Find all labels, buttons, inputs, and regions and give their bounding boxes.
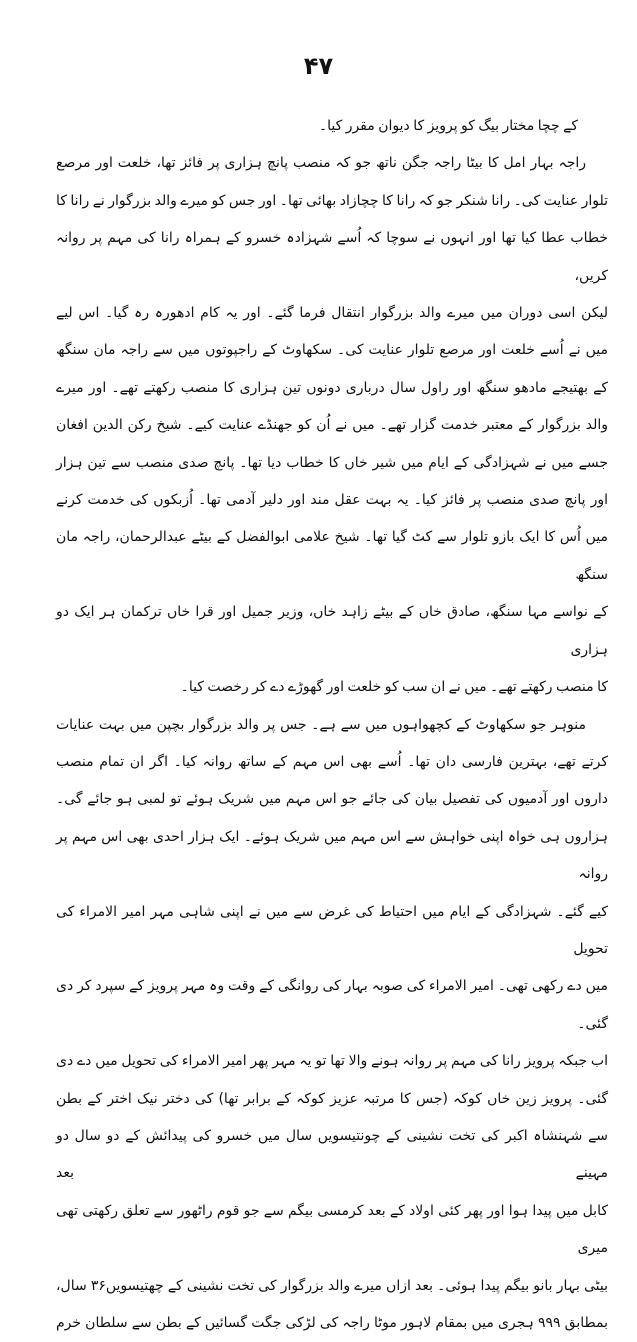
text-line: خطاب عطا کیا تھا اور انہوں نے سوچا کہ اُسے شہزادہ خسرو کے ہمراہ رانا کی مہم پر روانہ کریں، — [56, 230, 608, 284]
text-line: سے شہنشاہ اکبر کی تخت نشینی کے چونتیسویں سال میں خسرو کی پیدائش کے دو سال دو مہینے بعد — [56, 1127, 608, 1182]
text-line: ہزاروں ہی خواہ اپنی خواہش سے اس مہم میں شریک ہوئے۔ ایک ہزار احدی بھی اس مہم پر روانہ — [56, 828, 608, 883]
text-line: کرتے تھے، بہترین فارسی دان تھا۔ اُسے بھی اس مہم کے ساتھ روانہ کیا۔ اگر ان تمام منصب — [56, 753, 608, 770]
text-line: لیکن اسی دوران میں میرے والد بزرگوار انتقال فرما گئے۔ اور یہ کام ادھورہ رہ گیا۔ اس لیے — [56, 305, 608, 322]
text-line: کے چچا مختار بیگ کو پرویز کا دیوان مقرر کیا۔ — [318, 118, 578, 134]
text-line: کے نواسے مہا سنگھ، صادق خاں کے بیٹے زاہد خاں، وزیر جمیل اور قرا خاں ترکمان ہر ایک دو ہزاری — [56, 604, 608, 658]
text-line: کابل میں پیدا ہوا اور پھر کئی اولاد کے بعد کرمسی بیگم سے جو قوم راٹھور سے تعلق رکھتی تھی میری — [56, 1202, 608, 1257]
text-line: داروں اور آدمیوں کی تفصیل بیان کی جائے جو اس مہم میں شریک ہوئے تو لمبی ہو جائے گی۔ — [56, 791, 608, 808]
text-line: کیے گئے۔ شہزادگی کے ایام میں احتیاط کی غرض سے میں نے اپنی شاہی مہر امیر الامراء کی تحویل — [56, 903, 608, 957]
text-line: میں نے اُسے خلعت اور مرصع تلوار عنایت کی۔ سکھاوٹ کے راجپوتوں میں سے راجہ مان سنگھ — [56, 342, 608, 359]
text-line: بمطابق ۹۹۹ ہجری میں بمقام لاہور موٹا راجہ کی لڑکی جگت گسائیں کے بطن سے سلطان خرم — [56, 1315, 608, 1331]
paragraph-end-line: کا منصب رکھتے تھے۔ میں نے ان سب کو خلعت اور گھوڑے دے کر رخصت کیا۔ — [180, 679, 608, 696]
text-line: تلوار عنایت کی۔ رانا شنکر جو کہ رانا کا چچازاد بھائی تھا۔ اور جس کو میرے والد بزرگوار نے رانا کا — [56, 192, 608, 209]
paragraph-start-line: منوہر جو سکھاوٹ کے کچھواہوں میں سے ہے۔ جس پر والد بزرگوار بچپن میں بہت عنایات — [56, 716, 586, 733]
text-line: میں اُس کا ایک بازو تلوار سے کٹ گیا تھا۔ شیخ علامی ابوالفضل کے بیٹے عبدالرحمان، راجہ مان سنگھ — [56, 529, 608, 583]
text-line: کے بھتیجے مادھو سنگھ اور راول سال درباری دونوں تین ہزاری کا منصب رکھتے تھے۔ اور میرے — [56, 379, 608, 396]
text-line: اور پانچ صدی منصب پر فائز کیا۔ یہ بہت عقل مند اور دلیر آدمی تھا۔ اُزبکوں کی خدمت کرنے — [56, 492, 608, 509]
text-line: جسے میں نے شہزادگی کے ایام میں شیر خاں کا خطاب دیا تھا۔ پانچ صدی منصب سے تین ہزار — [56, 454, 608, 471]
text-line: والد بزرگوار کے معتبر خدمت گزار تھے۔ میں نے اُن کو جھنڈے عنایت کیے۔ شیخ رکن الدین افغان — [56, 417, 608, 434]
text-line: گئی۔ پرویز زین خاں کوکہ (جس کا مرتبہ عزیز کوکہ کے برابر تھا) کی دختر نیک اختر کے بطن — [56, 1090, 608, 1107]
text-line: اب جبکہ پرویز رانا کی مہم پر روانہ ہونے والا تھا تو یہ مہر پھر امیر الامراء کی تحویل میں دے دی — [56, 1053, 608, 1070]
page-number: ۴۷ — [303, 52, 334, 80]
paragraph-start-line: راجہ بہار امل کا بیٹا راجہ جگن ناتھ جو کہ منصب پانچ ہزاری پر فائز تھا، خلعت اور مرصع — [56, 155, 586, 172]
page-body — [56, 108, 608, 1342]
text-line: بیٹی بہار بانو بیگم پیدا ہوئی۔ بعد ازاں میرے والد بزرگوار کی تخت نشینی کے چھتیسویں۳۶ سال، — [56, 1277, 608, 1294]
text-line: میں دے رکھی تھی۔ امیر الامراء کی صوبہ بہار کی روانگی کے وقت وہ مہر پرویز کے سپرد کر دی گئی۔ — [56, 978, 608, 1032]
